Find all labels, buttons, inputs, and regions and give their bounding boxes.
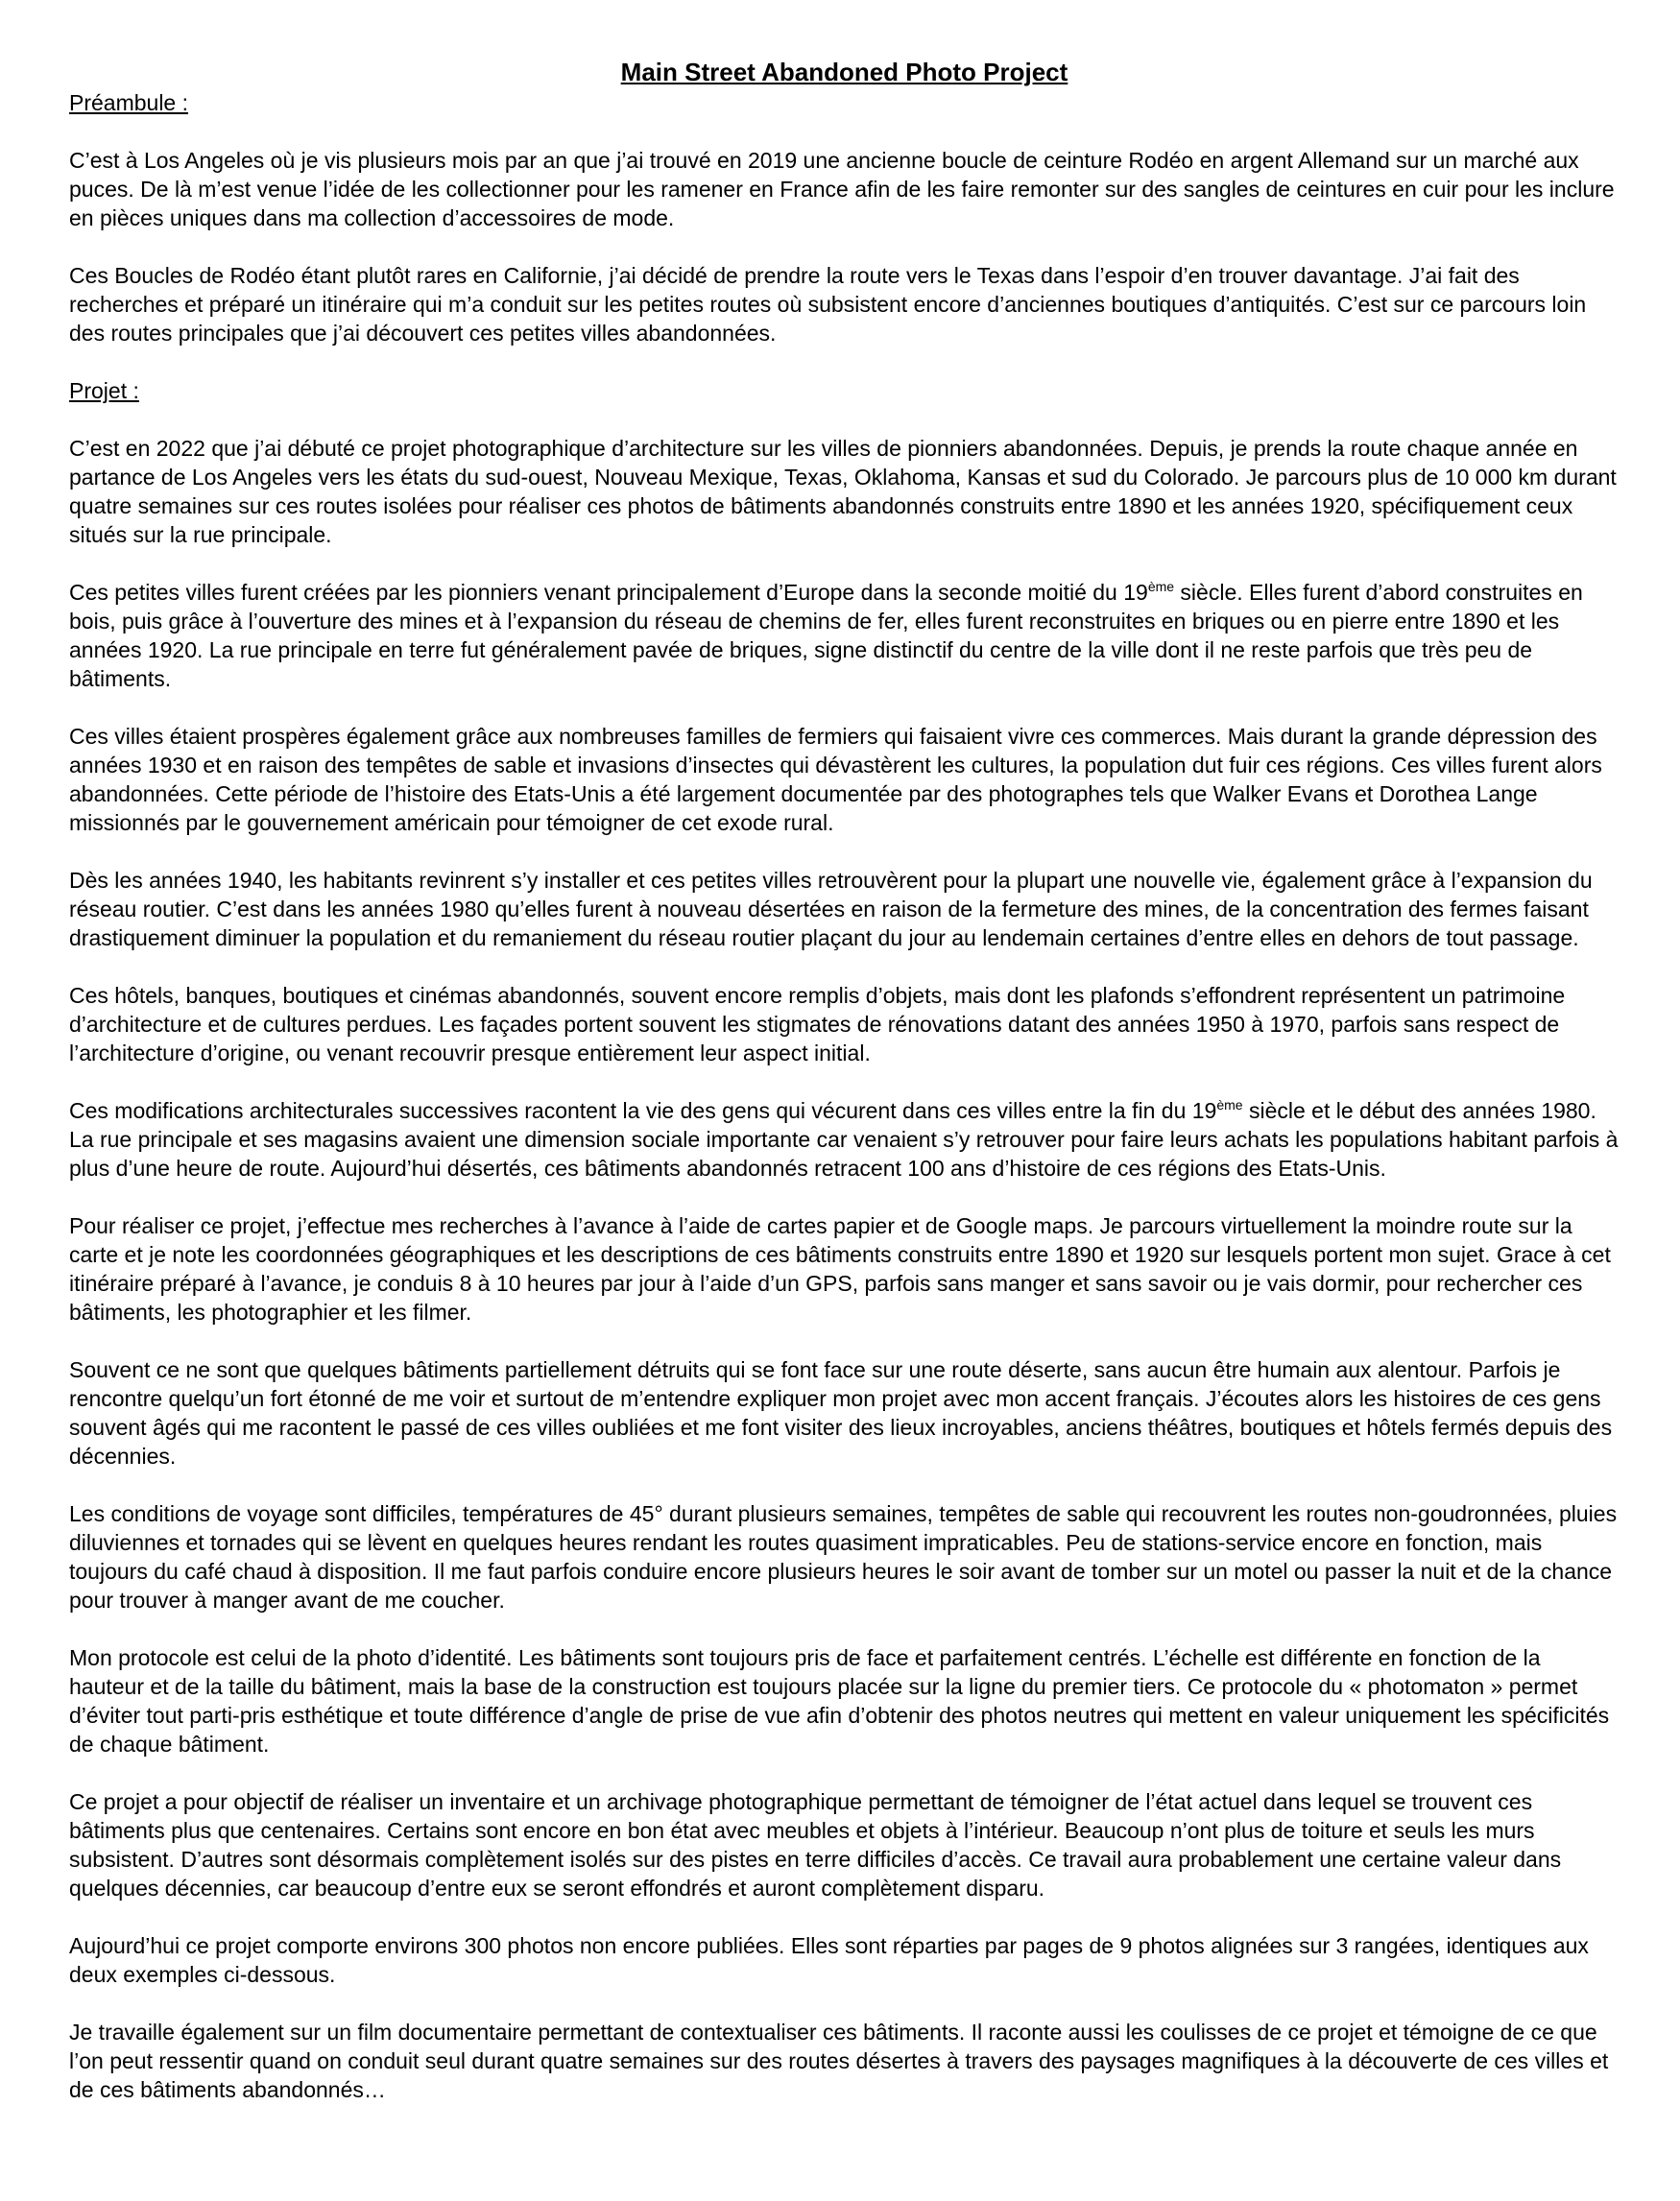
- paragraph-text: siècle. Elles furent d’abord construites en bois, puis grâce à l’ouverture des mines et à l’expansion du réseau de chemins de fer, elles furent reconstruites en briques ou en pierre entre 1890 et les années 1920. La rue principale en terre fut généralement pavée de briques, signe distinctif du centre de la ville dont il ne reste parfois que très peu de bâtiments.: [69, 580, 1583, 691]
- preambule-paragraph-1: C’est à Los Angeles où je vis plusieurs mois par an que j’ai trouvé en 2019 une ancienne boucle de ceinture Rodéo en argent Allemand sur un marché aux puces. De là m’est venue l’idée de les collectionner pour les ramener en France afin de les faire remonter sur des sangles de ceintures en cuir pour les inclure en pièces uniques dans ma collection d’accessoires de mode.: [69, 148, 1615, 230]
- paragraph-text: Ces modifications architecturales successives racontent la vie des gens qui vécurent dans ces villes entre la fin du 19: [69, 1098, 1217, 1123]
- document-page: [69, 56, 1620, 2133]
- document-title: Main Street Abandoned Photo Project: [620, 58, 1068, 86]
- superscript: ème: [1216, 1097, 1243, 1112]
- preambule-heading: Préambule :: [69, 90, 189, 115]
- projet-paragraph-7: Pour réaliser ce projet, j’effectue mes recherches à l’avance à l’aide de cartes papier et de Google maps. Je parcours virtuellement la moindre route sur la carte et je note les coordonnées géographiques et les descriptions de ces bâtiments construits entre 1890 et 1920 sur lesquels portent mon sujet. Grace à cet itinéraire préparé à l’avance, je conduis 8 à 10 heures par jour à l’aide d’un GPS, parfois sans manger et sans savoir ou je vais dormir, pour rechercher ces bâtiments, les photographier et les filmer.: [69, 1213, 1611, 1325]
- superscript: ème: [1147, 579, 1175, 594]
- projet-paragraph-10: Mon protocole est celui de la photo d’identité. Les bâtiments sont toujours pris de face et parfaitement centrés. L’échelle est différente en fonction de la hauteur et de la taille du bâtiment, mais la base de la construction est toujours placée sur la ligne du premier tiers. Ce protocole du « photomaton » permet d’éviter tout parti-pris esthétique et toute différence d’angle de prise de vue afin d’obtenir des photos neutres qui mettent en valeur uniquement les spécificités de chaque bâtiment.: [69, 1645, 1610, 1757]
- projet-paragraph-3: Ces villes étaient prospères également grâce aux nombreuses familles de fermiers qui faisaient vivre ces commerces. Mais durant la grande dépression des années 1930 et en raison des tempêtes de sable et invasions d’insectes qui dévastèrent les cultures, la population dut fuir ces régions. Ces villes furent alors abandonnées. Cette période de l’histoire des Etats-Unis a été largement documentée par des photographes tels que Walker Evans et Dorothea Lange missionnés par le gouvernement américain pour témoigner de cet exode rural.: [69, 724, 1602, 835]
- projet-paragraph-8: Souvent ce ne sont que quelques bâtiments partiellement détruits qui se font face sur une route déserte, sans aucun être humain aux alentour. Parfois je rencontre quelqu’un fort étonné de me voir et surtout de m’entendre expliquer mon projet avec mon accent français. J’écoutes alors les histoires de ces gens souvent âgés qui me racontent le passé de ces villes oubliées et me font visiter des lieux incroyables, anciens théâtres, boutiques et hôtels fermés depuis des décennies.: [69, 1357, 1613, 1469]
- projet-paragraph-5: Ces hôtels, banques, boutiques et cinémas abandonnés, souvent encore remplis d’objets, mais dont les plafonds s’effondrent représentent un patrimoine d’architecture et de cultures perdues. Les façades portent souvent les stigmates de rénovations datant des années 1950 à 1970, parfois sans respect de l’architecture d’origine, ou venant recouvrir presque entièrement leur aspect initial.: [69, 983, 1566, 1065]
- projet-paragraph-11: Ce projet a pour objectif de réaliser un inventaire et un archivage photographique permettant de témoigner de l’état actuel dans lequel se trouvent ces bâtiments plus que centenaires. Certains sont encore en bon état avec meubles et objets à l’intérieur. Beaucoup n’ont plus de toiture et seuls les murs subsistent. D’autres sont désormais complètement isolés sur des pistes en terre difficiles d’accès. Ce travail aura probablement une certaine valeur dans quelques décennies, car beaucoup d’entre eux se seront effondrés et auront complètement disparu.: [69, 1789, 1562, 1901]
- projet-paragraph-12: Aujourd’hui ce projet comporte environs 300 photos non encore publiées. Elles sont réparties par pages de 9 photos alignées sur 3 rangées, identiques aux deux exemples ci-dessous.: [69, 1933, 1589, 1987]
- projet-heading: Projet :: [69, 378, 139, 403]
- projet-paragraph-1: C’est en 2022 que j’ai débuté ce projet photographique d’architecture sur les villes de pionniers abandonnées. Depuis, je prends la route chaque année en partance de Los Angeles vers les états du sud-ouest, Nouveau Mexique, Texas, Oklahoma, Kansas et sud du Colorado. Je parcours plus de 10 000 km durant quatre semaines sur ces routes isolées pour réaliser ces photos de bâtiments abandonnés construits entre 1890 et les années 1920, spécifiquement ceux situés sur la rue principale.: [69, 436, 1617, 547]
- projet-paragraph-9: Les conditions de voyage sont difficiles, températures de 45° durant plusieurs semaines, tempêtes de sable qui recouvrent les routes non-goudronnées, pluies diluviennes et tornades qui se lèvent en quelques heures rendant les routes quasiment impraticables. Peu de stations-service encore en fonction, mais toujours du café chaud à disposition. Il me faut parfois conduire encore plusieurs heures le soir avant de tomber sur un motel ou passer la nuit et de la chance pour trouver à manger avant de me coucher.: [69, 1501, 1618, 1613]
- paragraph-text: Ces petites villes furent créées par les pionniers venant principalement d’Europe dans la seconde moitié du 19: [69, 580, 1148, 605]
- projet-paragraph-6: [69, 1096, 1620, 1183]
- projet-paragraph-13: Je travaille également sur un film documentaire permettant de contextualiser ces bâtiments. Il raconte aussi les coulisses de ce projet et témoigne de ce que l’on peut ressentir quand on conduit seul durant quatre semaines sur des routes désertes à travers des paysages magnifiques à la découverte de ces villes et de ces bâtiments abandonnés…: [69, 2020, 1609, 2102]
- projet-paragraph-2: [69, 578, 1620, 693]
- paragraph-text: siècle et le début des années 1980. La rue principale et ses magasins avaient une dimension sociale importante car venaient s’y retrouver pour faire leurs achats les populations habitant parfois à plus d’une heure de route. Aujourd’hui désertés, ces bâtiments abandonnés retracent 100 ans d’histoire de ces régions des Etats-Unis.: [69, 1098, 1619, 1181]
- projet-paragraph-4: Dès les années 1940, les habitants revinrent s’y installer et ces petites villes retrouvèrent pour la plupart une nouvelle vie, également grâce à l’expansion du réseau routier. C’est dans les années 1980 qu’elles furent à nouveau désertées en raison de la fermeture des mines, de la concentration des fermes faisant drastiquement diminuer la population et du remaniement du réseau routier plaçant du jour au lendemain certaines d’entre elles en dehors de tout passage.: [69, 868, 1593, 950]
- preambule-paragraph-2: Ces Boucles de Rodéo étant plutôt rares en Californie, j’ai décidé de prendre la route vers le Texas dans l’espoir d’en trouver davantage. J’ai fait des recherches et préparé un itinéraire qui m’a conduit sur les petites routes où subsistent encore d’anciennes boutiques d’antiquités. C’est sur ce parcours loin des routes principales que j’ai découvert ces petites villes abandonnées.: [69, 263, 1587, 346]
